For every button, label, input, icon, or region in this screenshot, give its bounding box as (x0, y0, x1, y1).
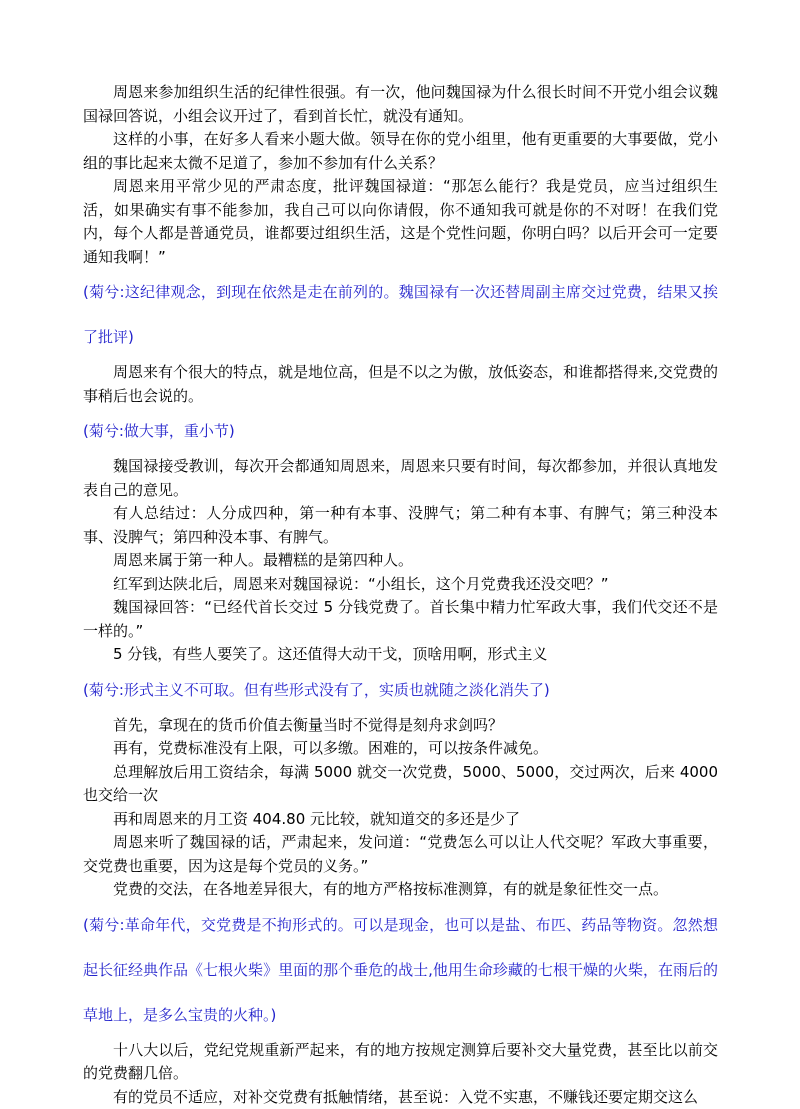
body-paragraph: 魏国禄接受教训，每次开会都通知周恩来，周恩来只要有时间，每次都参加，并很认真地发表自己的意见。 (83, 455, 718, 502)
body-paragraph: 再有，党费标准没有上限，可以多缴。困难的，可以按条件减免。 (83, 737, 718, 761)
body-paragraph: 这样的小事，在好多人看来小题大做。领导在你的党小组里，他有更重要的大事要做，党小组的事比起来太微不足道了，参加不参加有什么关系？ (83, 128, 718, 175)
body-paragraph: 周恩来有个很大的特点，就是地位高，但是不以之为傲，放低姿态，和谁都搭得来,交党费的事稍后也会说的。 (83, 361, 718, 408)
body-paragraph: 周恩来用平常少见的严肃态度，批评魏国禄道：“那怎么能行？我是党员，应当过组织生活，如果确实有事不能参加，我自己可以向你请假，你不通知我可就是你的不对呀！在我们党内，每个人都是普通党员，谁都要过组织生活，这是个党性问题，你明白吗？以后开会可一定要通知我啊！” (83, 175, 718, 269)
body-paragraph: 首先，拿现在的货币价值去衡量当时不觉得是刻舟求剑吗？ (83, 714, 718, 738)
comment-paragraph: (菊兮:革命年代，交党费是不拘形式的。可以是现金，也可以是盐、布匹、药品等物资。忽然想起长征经典作品《七根火柴》里面的那个垂危的战士,他用生命珍藏的七根干燥的火柴，在雨后的草地上，是多么宝贵的火种。) (83, 903, 718, 1038)
comment-paragraph: (菊兮:形式主义不可取。但有些形式没有了，实质也就随之淡化消失了) (83, 668, 718, 713)
body-paragraph: 有的党员不适应，对补交党费有抵触情绪，甚至说：入党不实惠，不赚钱还要定期交这么 (83, 1086, 718, 1109)
body-paragraph: 有人总结过：人分成四种，第一种有本事、没脾气；第二种有本事、有脾气；第三种没本事、没脾气；第四种没本事、有脾气。 (83, 502, 718, 549)
comment-paragraph: (菊兮:做大事，重小节) (83, 409, 718, 454)
body-paragraph: 党费的交法，在各地差异很大，有的地方严格按标准测算，有的就是象征性交一点。 (83, 878, 718, 902)
body-paragraph: 总理解放后用工资结余，每满 5000 就交一次党费，5000、5000，交过两次，后来 4000 也交给一次 (83, 761, 718, 808)
body-paragraph: 5 分钱，有些人要笑了。这还值得大动干戈，顶啥用啊，形式主义 (83, 643, 718, 667)
body-paragraph: 周恩来属于第一种人。最糟糕的是第四种人。 (83, 549, 718, 573)
body-paragraph: 周恩来听了魏国禄的话，严肃起来，发问道：“党费怎么可以让人代交呢？军政大事重要，交党费也重要，因为这是每个党员的义务。” (83, 831, 718, 878)
comment-paragraph: (菊兮:这纪律观念，到现在依然是走在前列的。魏国禄有一次还替周副主席交过党费，结果又挨了批评) (83, 270, 718, 360)
body-paragraph: 十八大以后，党纪党规重新严起来，有的地方按规定测算后要补交大量党费，甚至比以前交的党费翻几倍。 (83, 1039, 718, 1086)
document-body (83, 81, 718, 1109)
body-paragraph: 红军到达陕北后，周恩来对魏国禄说：“小组长，这个月党费我还没交吧？” (83, 573, 718, 597)
body-paragraph: 再和周恩来的月工资 404.80 元比较，就知道交的多还是少了 (83, 808, 718, 832)
body-paragraph: 魏国禄回答：“已经代首长交过 5 分钱党费了。首长集中精力忙军政大事，我们代交还不是一样的。” (83, 596, 718, 643)
body-paragraph: 周恩来参加组织生活的纪律性很强。有一次，他问魏国禄为什么很长时间不开党小组会议魏国禄回答说，小组会议开过了，看到首长忙，就没有通知。 (83, 81, 718, 128)
